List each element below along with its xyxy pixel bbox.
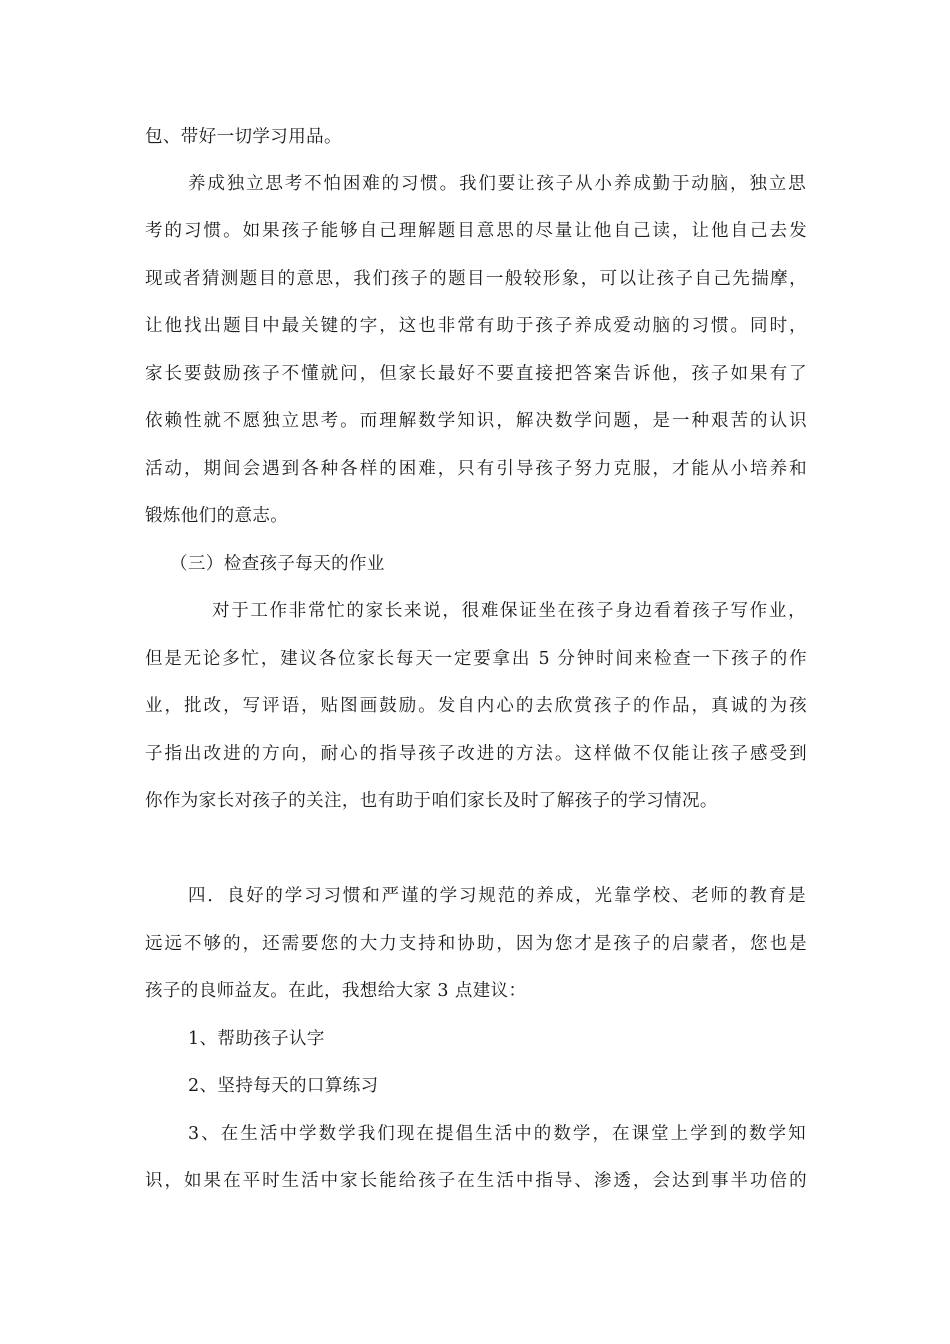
text-line: 让他找出题目中最关键的字，这也非常有助于孩子养成爱动脑的习惯。同时， — [145, 316, 807, 336]
text-line: 对于工作非常忙的家长来说，很难保证坐在孩子身边看着孩子写作业， — [212, 601, 806, 621]
text-line: 依赖性就不愿独立思考。而理解数学知识，解决数学问题，是一种艰苦的认识 — [145, 411, 807, 431]
list-item: 1、帮助孩子认字 — [188, 1029, 325, 1049]
section-heading: （三）检查孩子每天的作业 — [170, 554, 385, 574]
text-line: 远远不够的，还需要您的大力支持和协助，因为您才是孩子的启蒙者，您也是 — [145, 934, 807, 954]
text-line: 家长要鼓励孩子不懂就问，但家长最好不要直接把答案告诉他，孩子如果有了 — [145, 364, 807, 384]
text-line: 识，如果在平时生活中家长能给孩子在生活中指导、渗透，会达到事半功倍的 — [145, 1171, 807, 1191]
text-line: 3、在生活中学数学我们现在提倡生活中的数学，在课堂上学到的数学知 — [188, 1124, 806, 1144]
text-line: 孩子的良师益友。在此，我想给大家 3 点建议： — [145, 981, 527, 1001]
text-line: 但是无论多忙，建议各位家长每天一定要拿出 5 分钟时间来检查一下孩子的作 — [145, 649, 807, 669]
text-line: 四．良好的学习习惯和严谨的学习规范的养成，光靠学校、老师的教育是 — [188, 886, 806, 906]
text-line: 包、带好一切学习用品。 — [145, 127, 342, 147]
text-line: 子指出改进的方向，耐心的指导孩子改进的方法。这样做不仅能让孩子感受到 — [145, 744, 807, 764]
text-line: 考的习惯。如果孩子能够自己理解题目意思的尽量让他自己读，让他自己去发 — [145, 221, 807, 241]
list-item: 2、坚持每天的口算练习 — [188, 1076, 379, 1096]
text-line: 业，批改，写评语，贴图画鼓励。发自内心的去欣赏孩子的作品，真诚的为孩 — [145, 696, 807, 716]
text-line: 锻炼他们的意志。 — [145, 506, 289, 526]
text-line: 你作为家长对孩子的关注，也有助于咱们家长及时了解孩子的学习情况。 — [145, 791, 718, 811]
text-line: 现或者猜测题目的意思，我们孩子的题目一般较形象，可以让孩子自己先揣摩， — [145, 269, 807, 289]
text-line: 活动，期间会遇到各种各样的困难，只有引导孩子努力克服，才能从小培养和 — [145, 459, 807, 479]
text-line: 养成独立思考不怕困难的习惯。我们要让孩子从小养成勤于动脑，独立思 — [188, 174, 806, 194]
